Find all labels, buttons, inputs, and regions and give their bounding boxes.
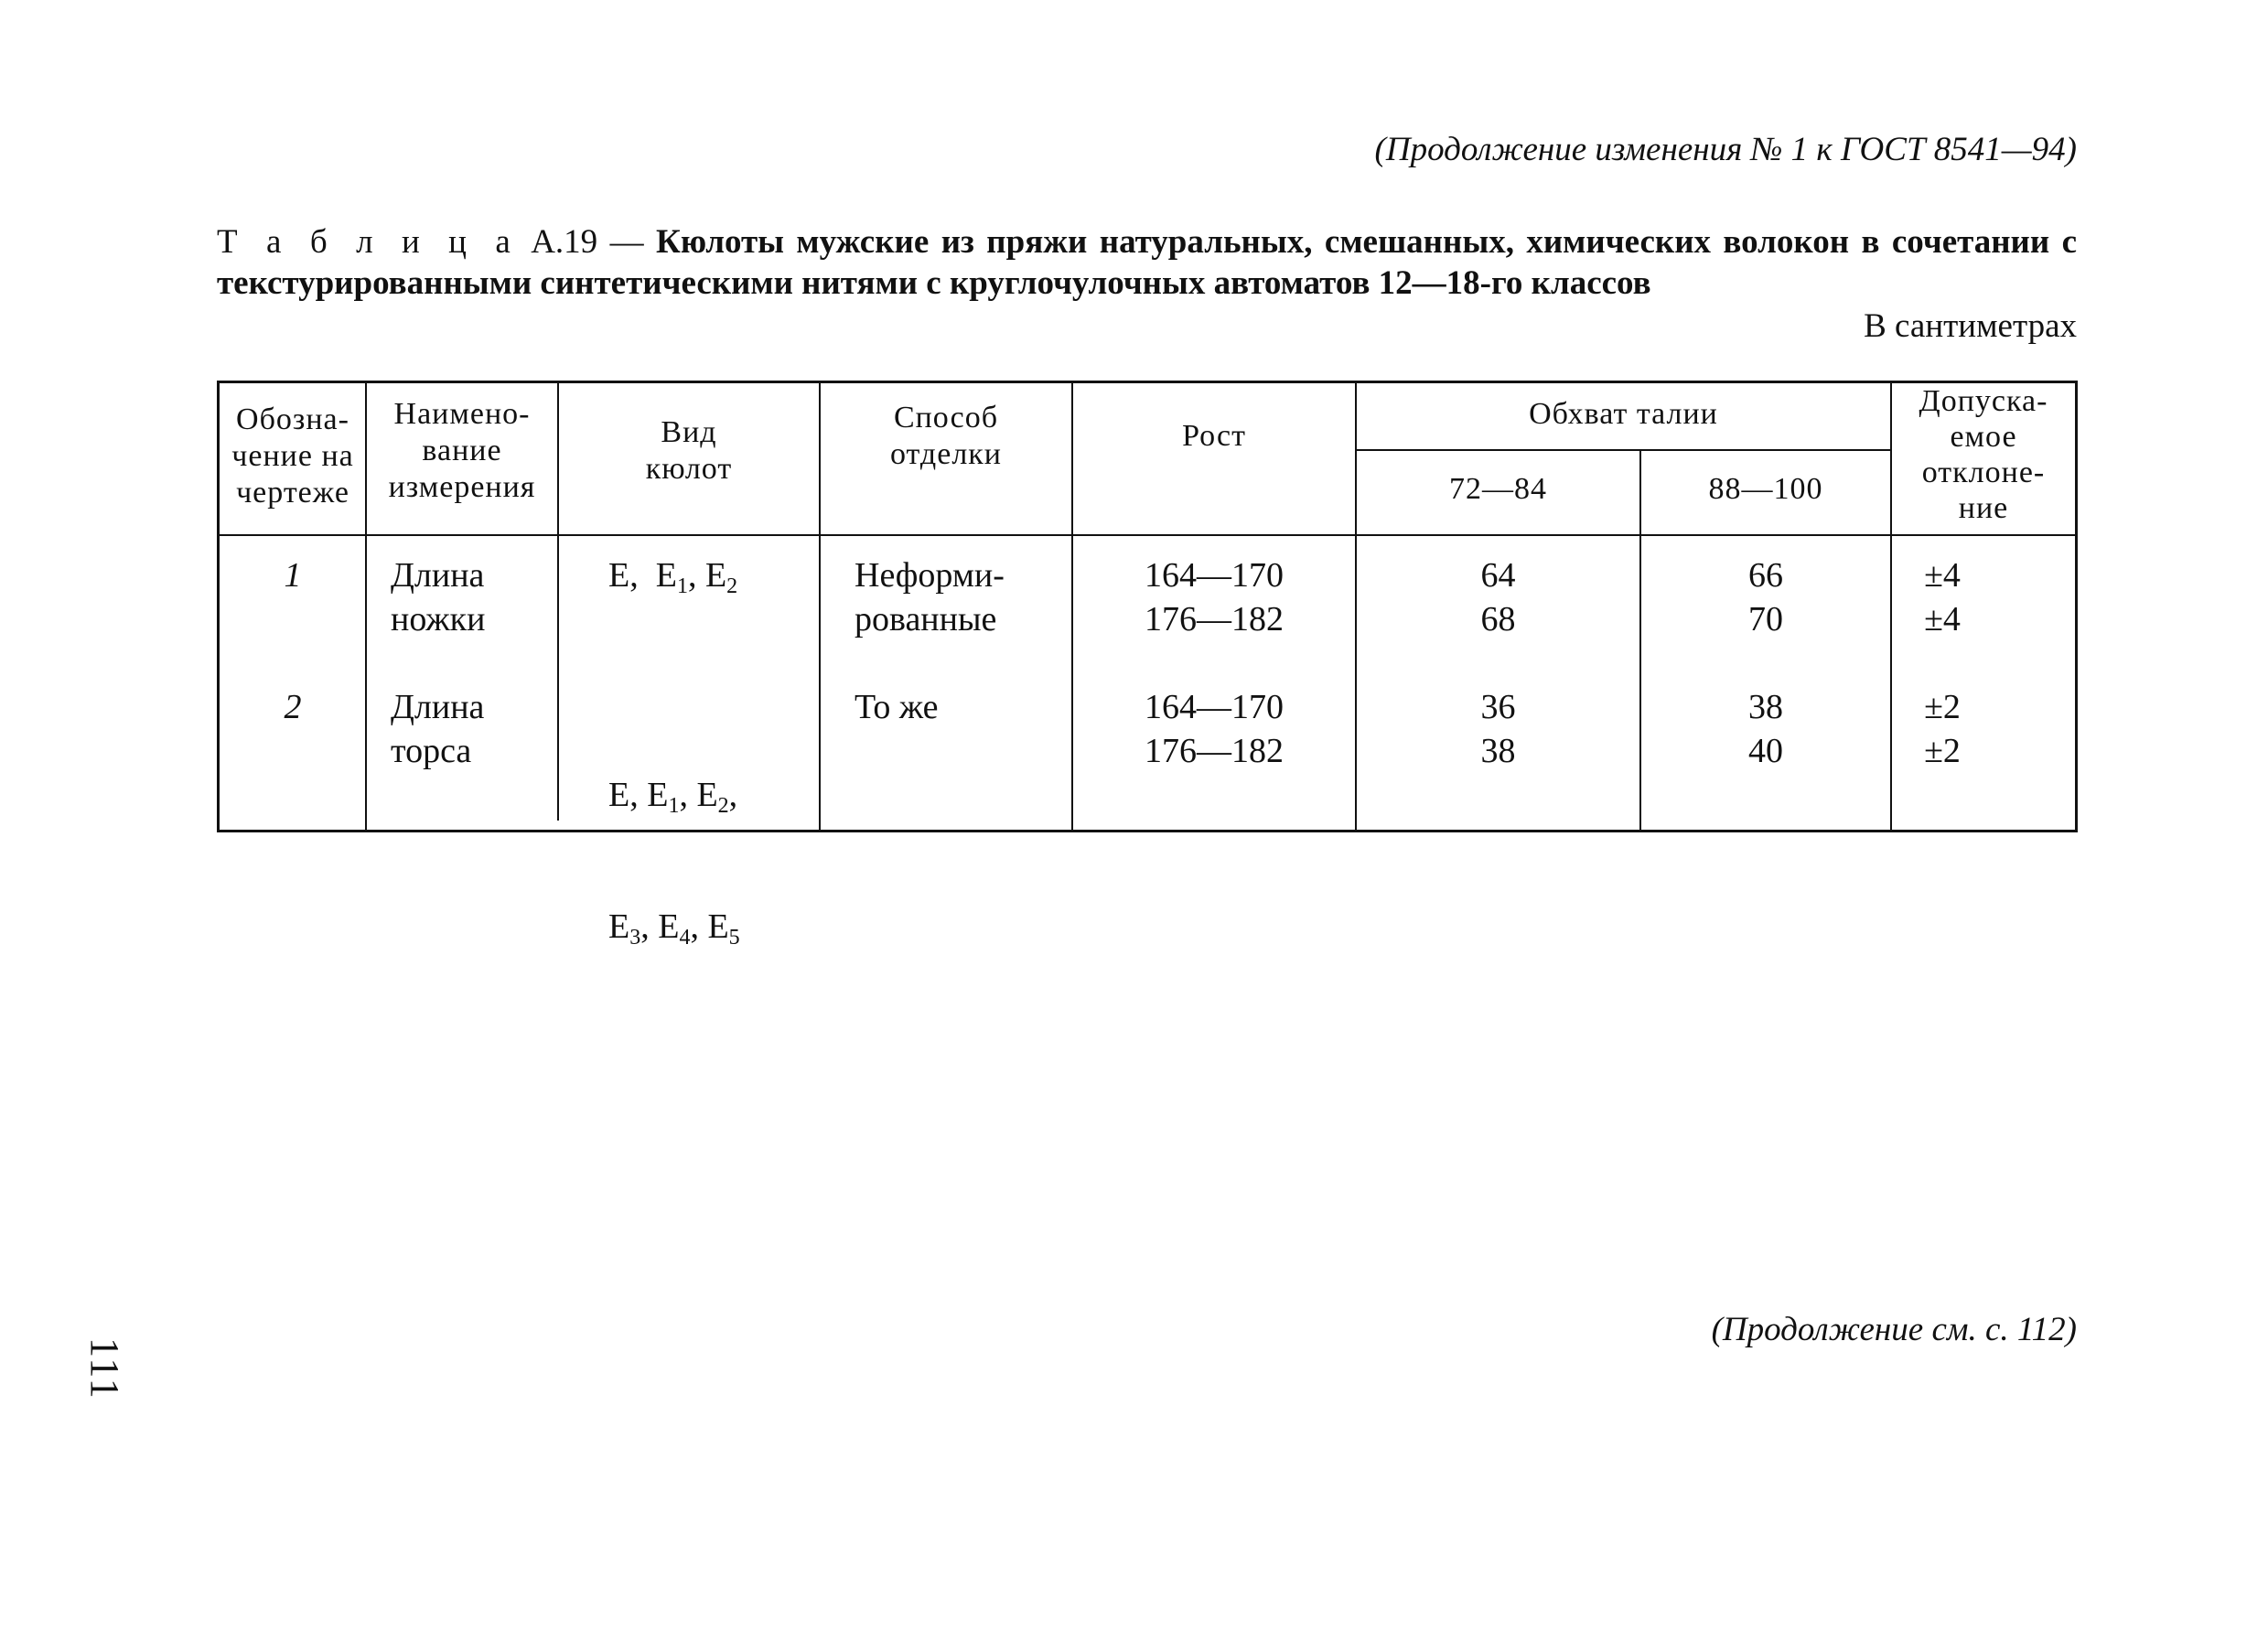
text-line: 176—182 [1145, 600, 1284, 638]
text-line: Длина [391, 688, 485, 726]
text-line: Неформи- [855, 556, 1005, 595]
text-line: То же [855, 688, 939, 726]
header-line: вание [422, 434, 502, 467]
header-line: чертеже [236, 476, 349, 510]
header-waist-range-2: 88—100 [1708, 472, 1823, 506]
caption-number: А.19 — [531, 223, 644, 261]
header-divider [220, 534, 2075, 536]
header-line: измерения [388, 470, 536, 504]
header-line: Допуска- [1919, 384, 2048, 418]
text-line: 66 [1748, 556, 1783, 595]
text-line: 68 [1480, 600, 1516, 638]
continuation-footer: (Продолжение см. с. 112) [1711, 1311, 2077, 1348]
header-line: Вид [661, 415, 717, 449]
row1-type: Е, $Е_1$, $Е_2$ [608, 556, 738, 598]
text-line: $Е_3$, $Е_4$, $Е_5$ [608, 907, 740, 950]
text-line: 40 [1748, 732, 1783, 770]
row1-designation: 1 [284, 556, 302, 595]
row2-waist-72-84 [1357, 685, 1639, 773]
row2-tolerance [1892, 685, 1993, 773]
text-line: 176—182 [1145, 732, 1284, 770]
row2-waist-88-100 [1641, 685, 1890, 773]
continuation-header: (Продолжение изменения № 1 к ГОСТ 8541—94) [1374, 131, 2077, 168]
text-line: ±4 [1924, 600, 1961, 638]
header-line: ние [1958, 491, 2009, 525]
header-line: кюлот [645, 452, 733, 486]
header-line: емое [1950, 420, 2017, 454]
text-line: ±4 [1924, 556, 1961, 595]
text-line: 64 [1480, 556, 1516, 595]
header-finish [821, 400, 1071, 473]
text-line: 164—170 [1145, 688, 1284, 726]
waist-subheader-divider [1355, 449, 1890, 451]
caption-title: Кюлоты мужские из пряжи натуральных, смешанных, химических волокон в сочетании с текстурированными синтетическими нитями с круглочулочных автоматов 12—18-го классов [217, 223, 2078, 302]
table-caption [217, 221, 2077, 304]
header-line: отделки [889, 437, 1003, 471]
text-line: 70 [1748, 600, 1783, 638]
row1-tolerance [1892, 553, 1993, 641]
row1-waist-88-100 [1641, 553, 1890, 641]
row2-name [391, 685, 484, 773]
page-number: 111 [82, 1337, 127, 1400]
header-tolerance [1892, 383, 2075, 526]
sizes-table [217, 381, 2078, 950]
row2-designation: 2 [284, 688, 302, 726]
text-line: Длина [391, 556, 485, 595]
text-line: 38 [1480, 732, 1516, 770]
row1-waist-72-84 [1357, 553, 1639, 641]
row1-height [1073, 553, 1355, 641]
text-line: ±2 [1924, 732, 1961, 770]
text-line: ±2 [1924, 688, 1961, 726]
text-line: 38 [1748, 688, 1783, 726]
row2-height [1073, 685, 1355, 773]
row2-type [608, 685, 740, 1036]
text-line: ножки [391, 600, 486, 638]
units-label: В сантиметрах [1864, 307, 2077, 345]
header-measurement-name [367, 396, 557, 506]
text-line: 164—170 [1145, 556, 1284, 595]
row1-finish [855, 553, 1005, 641]
header-line: чение на [231, 439, 354, 473]
row2-finish [855, 685, 938, 729]
row1-name [391, 553, 485, 641]
header-waist: Обхват талии [1529, 397, 1718, 431]
header-line: Обозна- [236, 402, 349, 436]
header-line: Наимено- [393, 397, 531, 431]
text-line: Е, $Е_1$, $Е_2$, [608, 776, 738, 818]
header-line: Способ [893, 401, 999, 435]
text-line: торса [391, 732, 472, 770]
header-line: отклоне- [1921, 456, 2046, 489]
header-designation [221, 402, 364, 511]
text-line: 36 [1480, 688, 1516, 726]
header-height: Рост [1182, 419, 1246, 453]
header-waist-range-1: 72—84 [1449, 472, 1547, 506]
text-line: рованные [855, 600, 997, 638]
header-type [559, 414, 819, 488]
caption-prefix: Т а б л и ц а [217, 223, 519, 261]
